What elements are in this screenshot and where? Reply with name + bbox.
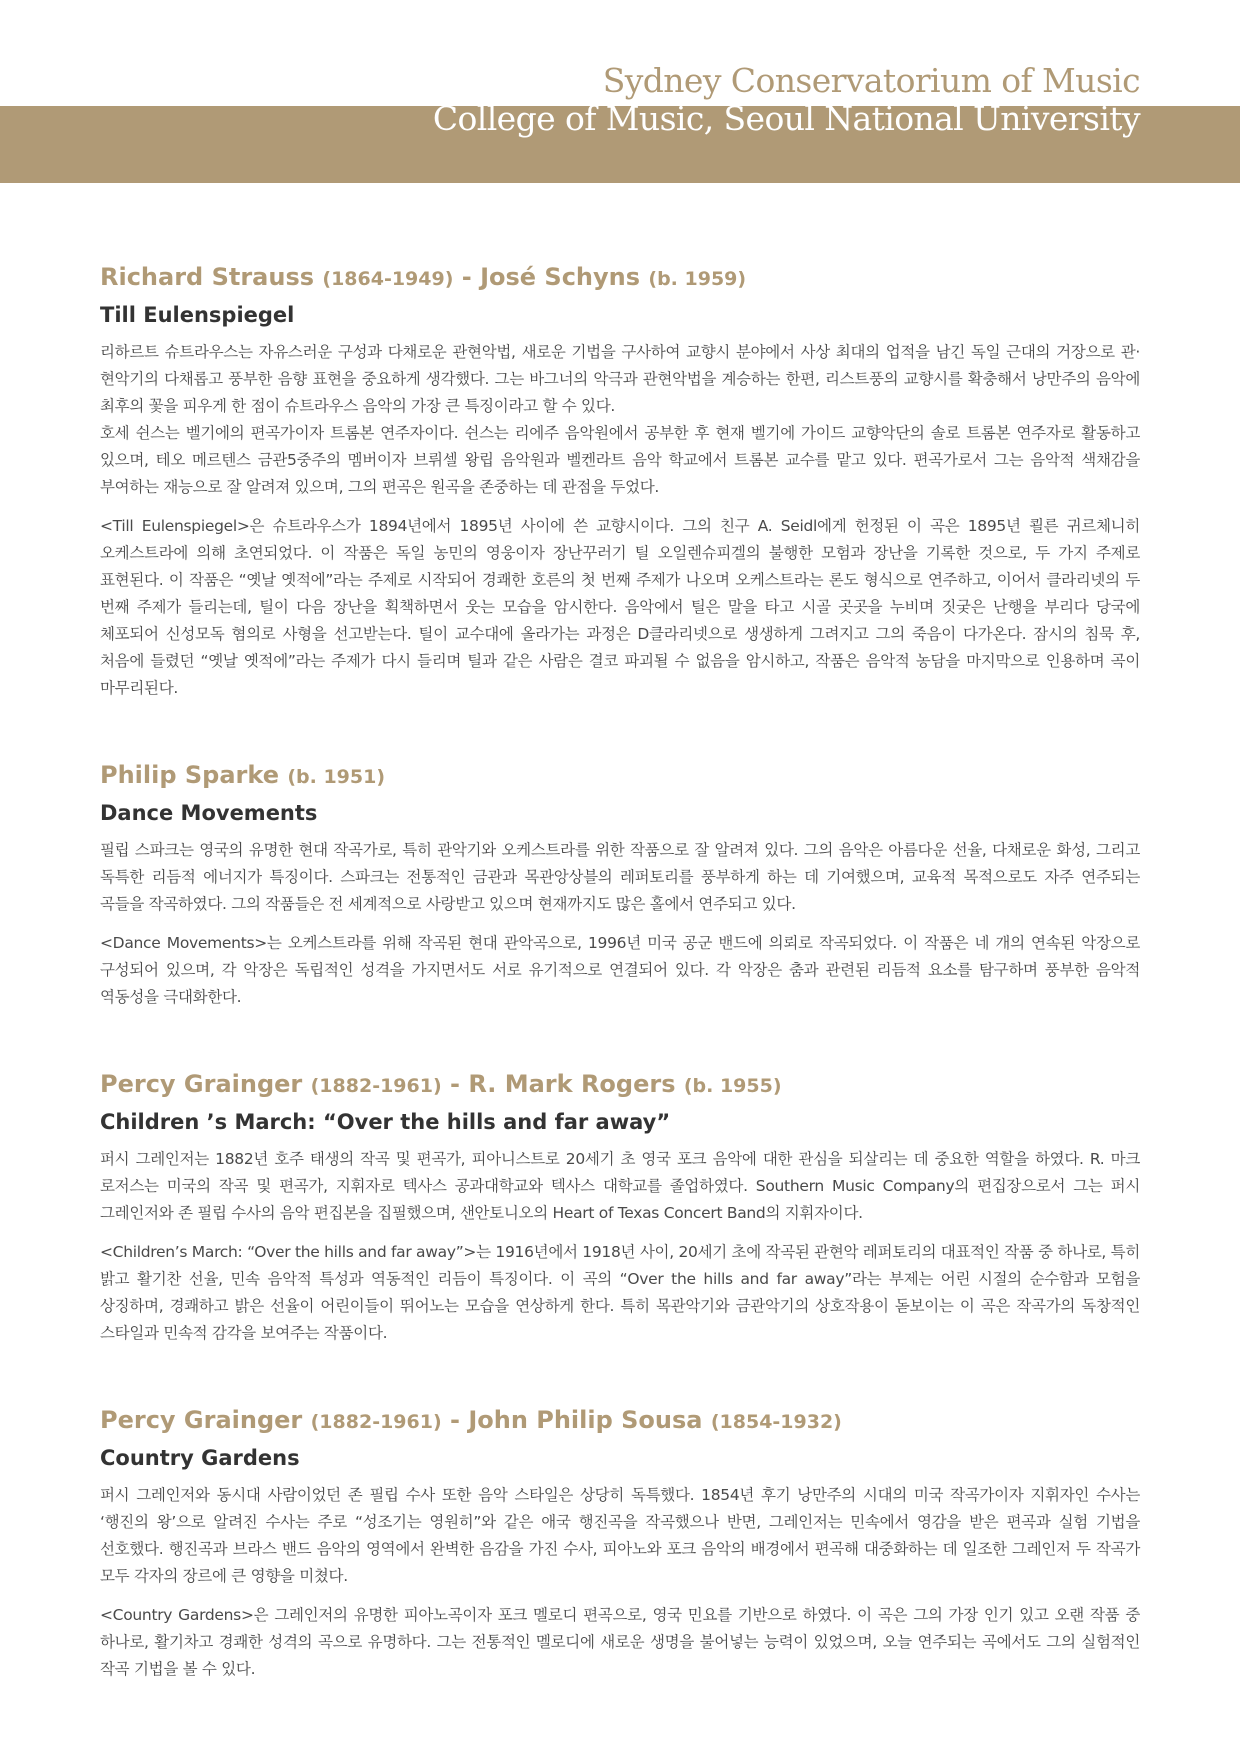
paragraph: <Country Gardens>은 그레인저의 유명한 피아노곡이자 포크 멜로디 편곡으로, 영국 민요를 기반으로 하였다. 이 곡은 그의 가장 인기 있고 오랜 작품 중 하나로, 활기차고 경쾌한 성격의 곡으로 유명하다. 그는 전통적인 멜로디에 새로운 생명을 불어넣는 능력이 있었으며, 오늘 연주되는 곡에서도 그의 실험적인 작곡 기법을 볼 수 있다. <box>100 1606 1140 1678</box>
composer-dates: (1882-1961) <box>310 1075 442 1097</box>
composer-separator: - <box>441 1406 469 1434</box>
paragraph: 필립 스파크는 영국의 유명한 현대 작곡가로, 특히 관악기와 오케스트라를 위한 작품으로 잘 알려져 있다. 그의 음악은 아름다운 선율, 다채로운 화성, 그리고 독특한 리듬적 에너지가 특징이다. 스파크는 전통적인 금관과 목관앙상블의 레퍼토리를 풍부하게 하는 데 기여했으며, 교육적 목적으로도 자주 연주되는 곡들을 작곡하였다. 그의 작품들은 전 세계적으로 사랑받고 있으며 현재까지도 많은 홀에서 연주되고 있다. <box>100 841 1140 913</box>
arranger-dates: (b. 1955) <box>683 1075 782 1097</box>
header-title-snu: College of Music, Seoul National University <box>432 99 1140 138</box>
arranger-name: John Philip Sousa <box>468 1406 711 1434</box>
composer-dates: (1882-1961) <box>310 1411 442 1433</box>
composer-name: Philip Sparke <box>100 761 288 789</box>
arranger-dates: (1854-1932) <box>710 1411 842 1433</box>
work-title: Country Gardens <box>100 1446 300 1470</box>
composer-heading <box>100 1405 1140 1437</box>
work-title: Children ’s March: “Over the hills and far away” <box>100 1110 671 1134</box>
arranger-name: R. Mark Rogers <box>468 1070 684 1098</box>
work-title: Dance Movements <box>100 801 318 825</box>
program-notes <box>100 262 1140 1741</box>
composer-name: Percy Grainger <box>100 1406 311 1434</box>
composer-heading <box>100 262 1140 294</box>
section-grainger-sousa <box>100 1405 1140 1683</box>
paragraph: 리하르트 슈트라우스는 자유스러운 구성과 다채로운 관현악법, 새로운 기법을 구사하여 교향시 분야에서 사상 최대의 업적을 남긴 독일 근대의 거장으로 관·현악기의 다채롭고 풍부한 음향 표현을 중요하게 생각했다. 그는 바그너의 악극과 관현악법을 계승하는 한편, 리스트풍의 교향시를 확충해서 낭만주의 음악에 최후의 꽃을 피우게 한 점이 슈트라우스 음악의 가장 큰 특징이라고 할 수 있다. <box>100 343 1140 415</box>
section-grainger-rogers <box>100 1069 1140 1347</box>
arranger-name: José Schyns <box>480 263 649 291</box>
paragraph: <Till Eulenspiegel>은 슈트라우스가 1894년에서 1895년 사이에 쓴 교향시이다. 그의 친구 A. Seidl에게 헌정된 이 곡은 1895년 쾰른 귀르체니히 오케스트라에 의해 초연되었다. 이 작품은 독일 농민의 영웅이자 장난꾸러기 틸 오일렌슈피겔의 불행한 모험과 장난을 기록한 것으로, 두 가지 주제로 표현된다. 이 작품은 “옛날 옛적에”라는 주제로 시작되어 경쾌한 호른의 첫 번째 주제가 나오며 오케스트라는 론도 형식으로 연주하고, 이어서 클라리넷의 두 번째 주제가 들리는데, 틸이 다음 장난을 획책하면서 웃는 모습을 암시한다. 음악에서 틸은 말을 타고 시골 곳곳을 누비며 짓궂은 난행을 부리다 당국에 체포되어 신성모독 혐의로 사형을 선고받는다. 틸이 교수대에 올라가는 과정은 D클라리넷으로 생생하게 그려지고 그의 죽음이 다가온다. 잠시의 침묵 후, 처음에 들렸던 “옛날 옛적에”라는 주제가 다시 들리며 틸과 같은 사람은 결코 파괴될 수 없음을 암시하고, 작품은 음악적 농담을 마지막으로 인용하며 곡이 마무리된다. <box>100 517 1140 697</box>
arranger-dates: (b. 1959) <box>648 268 747 290</box>
work-title: Till Eulenspiegel <box>100 303 295 327</box>
header-title-sydney: Sydney Conservatorium of Music <box>602 61 1140 100</box>
composer-name: Richard Strauss <box>100 263 323 291</box>
composer-heading <box>100 760 1140 792</box>
composer-dates: (b. 1951) <box>287 766 386 788</box>
paragraph: <Children’s March: “Over the hills and far away”>는 1916년에서 1918년 사이, 20세기 초에 작곡된 관현악 레퍼토리의 대표적인 작품 중 하나로, 특히 밝고 활기찬 선율, 민속 음악적 특성과 역동적인 리듬이 특징이다. 이 곡의 “Over the hills and far away”라는 부제는 어린 시절의 순수함과 모험을 상징하며, 경쾌하고 밝은 선율이 어린이들이 뛰어노는 모습을 연상하게 한다. 특히 목관악기와 금관악기의 상호작용이 돋보이는 이 곡은 작곡가의 독창적인 스타일과 민속적 감각을 보여주는 작품이다. <box>100 1243 1141 1342</box>
paragraph: 호세 쉰스는 벨기에의 편곡가이자 트롬본 연주자이다. 쉰스는 리에주 음악원에서 공부한 후 현재 벨기에 가이드 교향악단의 솔로 트롬본 연주자로 활동하고 있으며, 테오 메르텐스 금관5중주의 멤버이자 브뤼셀 왕립 음악원과 벨켄라트 음악 학교에서 트롬본 교수를 맡고 있다. 편곡가로서 그는 음악적 색채감을 부여하는 재능으로 잘 알려져 있으며, 그의 편곡은 원곡을 존중하는 데 관점을 두었다. <box>100 424 1140 496</box>
paragraph: <Dance Movements>는 오케스트라를 위해 작곡된 현대 관악곡으로, 1996년 미국 공군 밴드에 의뢰로 작곡되었다. 이 작품은 네 개의 연속된 악장으로 구성되어 있으며, 각 악장은 독립적인 성격을 가지면서도 서로 유기적으로 연결되어 있다. 각 악장은 춤과 관련된 리듬적 요소를 탐구하며 풍부한 음악적 역동성을 극대화한다. <box>100 934 1140 1006</box>
section-strauss <box>100 262 1140 702</box>
composer-separator: - <box>453 263 481 291</box>
composer-name: Percy Grainger <box>100 1070 311 1098</box>
composer-heading <box>100 1069 1140 1101</box>
paragraph: 퍼시 그레인저와 동시대 사람이었던 존 필립 수사 또한 음악 스타일은 상당히 독특했다. 1854년 후기 낭만주의 시대의 미국 작곡가이자 지휘자인 수사는 ‘행진의 왕’으로 알려진 수사는 주로 “성조기는 영원히”와 같은 애국 행진곡을 작곡했으나 반면, 그레인저는 민속에서 영감을 받은 편곡과 실험 기법을 선호했다. 행진곡과 브라스 밴드 음악의 영역에서 완벽한 음감을 가진 수사, 피아노와 포크 음악의 배경에서 편곡해 대중화하는 데 일조한 그레인저 두 작곡가 모두 각자의 장르에 큰 영향을 미쳤다. <box>100 1486 1140 1585</box>
composer-dates: (1864-1949) <box>322 268 454 290</box>
section-sparke <box>100 760 1140 1011</box>
paragraph: 퍼시 그레인저는 1882년 호주 태생의 작곡 및 편곡가, 피아니스트로 20세기 초 영국 포크 음악에 대한 관심을 되살리는 데 중요한 역할을 하였다. R. 마크 로저스는 미국의 작곡 및 편곡가, 지휘자로 텍사스 공과대학교와 텍사스 대학교를 졸업하였다. Southern Music Company의 편집장으로서 그는 퍼시 그레인저와 존 필립 수사의 음악 편집본을 집필했으며, 샌안토니오의 Heart of Texas Concert Band의 지휘자이다. <box>100 1150 1140 1222</box>
composer-separator: - <box>441 1070 469 1098</box>
